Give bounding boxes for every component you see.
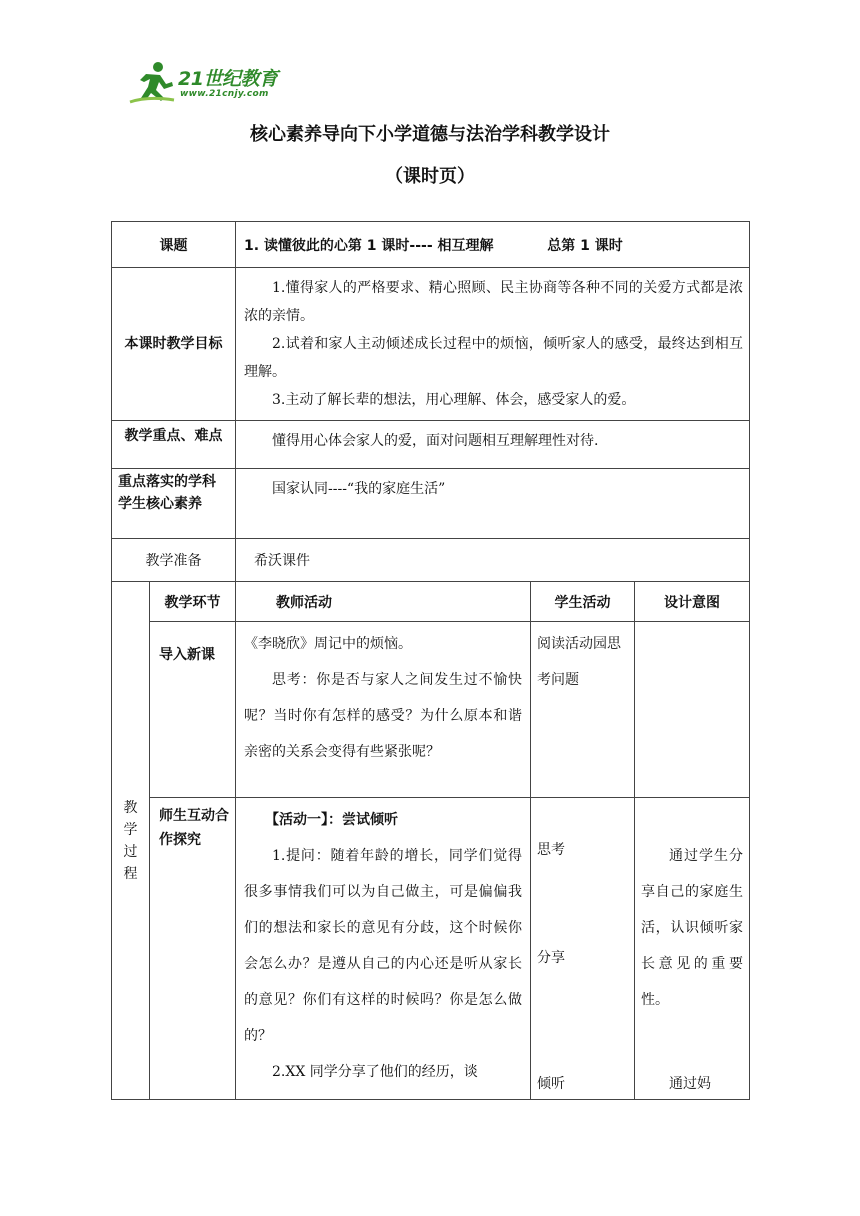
intro-intent	[635, 622, 750, 798]
goal-item: 3.主动了解长辈的想法，用心理解、体会，感受家人的爱。	[272, 392, 636, 408]
key-cell	[236, 421, 750, 469]
explore-intent-2: 通过妈	[669, 1076, 711, 1092]
intro-row	[112, 622, 750, 798]
header-intent: 设计意图	[635, 582, 750, 622]
process-header-row	[112, 582, 750, 622]
header-student: 学生活动	[531, 582, 635, 622]
header-teacher: 教师活动	[236, 582, 531, 622]
explore-student-1: 思考	[537, 842, 565, 858]
topic-row	[112, 222, 750, 268]
explore-teacher-p2: 2.XX 同学分享了他们的经历，谈	[272, 1064, 478, 1080]
goals-cell	[236, 268, 750, 421]
logo-url-text: www.21cnjy.com	[180, 89, 269, 99]
topic-label: 课题	[112, 222, 236, 268]
page-subtitle: （课时页）	[385, 166, 475, 187]
intro-teacher-cell	[236, 622, 531, 798]
page-title: 核心素养导向下小学道德与法治学科教学设计	[250, 124, 610, 145]
explore-intent-1: 通过学生分享自己的家庭生活，认识倾听家长意见的重要性。	[641, 848, 743, 1008]
prep-value: 希沃课件	[236, 539, 750, 582]
goals-label: 本课时教学目标	[112, 268, 236, 421]
prep-row	[112, 539, 750, 582]
prep-label: 教学准备	[112, 539, 236, 582]
core-cell	[236, 469, 750, 539]
activity-title: 【活动一】：尝试倾听	[265, 812, 398, 828]
goal-item: 2.试着和家人主动倾述成长过程中的烦恼，倾听家人的感受，最终达到相互理解。	[244, 336, 743, 380]
explore-intent-cell	[635, 798, 750, 1100]
explore-teacher-p1: 1.提问：随着年龄的增长，同学们觉得很多事情我们可以为自己做主，可是偏偏我们的想法和家长的意见有分歧，这个时候你会怎么办？是遵从自己的内心还是听从家长的意见？你们有这样的时候吗？你是怎么做的？	[244, 848, 522, 1044]
explore-stage: 师生互动合作探究	[150, 798, 236, 1100]
key-row	[112, 421, 750, 469]
intro-teacher-question: 思考：你是否与家人之间发生过不愉快呢？当时你有怎样的感受？为什么原本和谐亲密的关系会变得有些紧张呢？	[244, 672, 522, 760]
header-stage: 教学环节	[150, 582, 236, 622]
intro-student: 阅读活动园思考问题	[531, 622, 635, 798]
core-label: 重点落实的学科学生核心素养	[112, 469, 236, 539]
key-label: 教学重点、难点	[112, 421, 236, 469]
logo	[128, 60, 298, 106]
intro-stage: 导入新课	[150, 622, 236, 798]
topic-value-cell	[236, 222, 750, 268]
process-side-label: 教学过程	[112, 582, 150, 1100]
goal-item: 1.懂得家人的严格要求、精心照顾、民主协商等各种不同的关爱方式都是浓浓的亲情。	[244, 280, 743, 324]
logo-brand-text: 21世纪教育	[178, 68, 278, 90]
intro-teacher-line: 《李晓欣》周记中的烦恼。	[244, 636, 412, 652]
lesson-plan-table	[111, 221, 750, 1100]
explore-student-3: 倾听	[537, 1076, 565, 1092]
goals-row	[112, 268, 750, 421]
core-value: 国家认同----“我的家庭生活”	[272, 481, 446, 497]
topic-total: 总第 1 课时	[547, 237, 623, 254]
explore-teacher-cell	[236, 798, 531, 1100]
key-value: 懂得用心体会家人的爱，面对问题相互理解理性对待.	[272, 433, 599, 449]
explore-student-2: 分享	[537, 950, 565, 966]
core-row	[112, 469, 750, 539]
explore-student-cell	[531, 798, 635, 1100]
runner-logo-icon	[128, 60, 178, 106]
explore-row	[112, 798, 750, 1100]
topic-value: 1. 读懂彼此的心第 1 课时---- 相互理解	[244, 237, 494, 254]
